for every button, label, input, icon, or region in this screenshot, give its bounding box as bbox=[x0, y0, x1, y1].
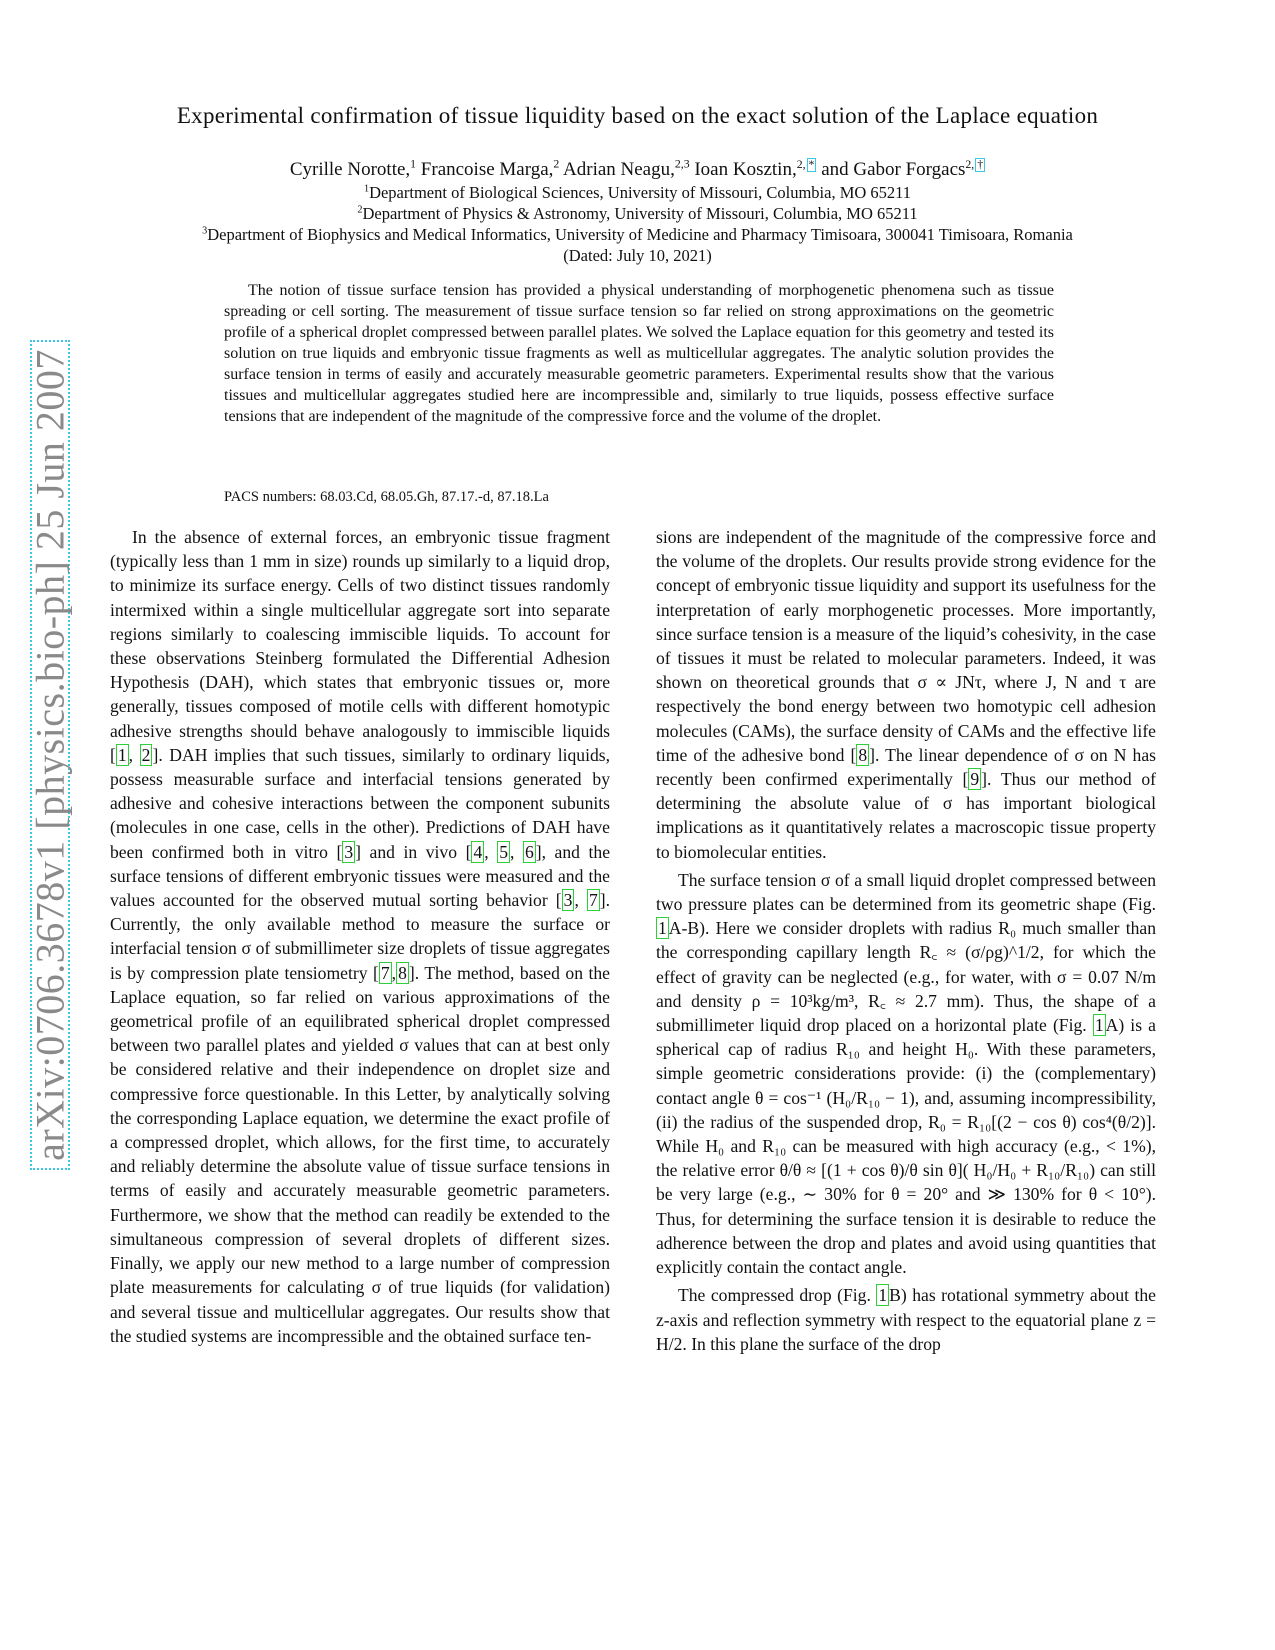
left-column bbox=[110, 525, 610, 1348]
author: Cyrille Norotte,$^1$ bbox=[289, 158, 417, 181]
paragraph: The surface tension σ of a small liquid droplet compressed between two pressure plates can be determined from its geometric shape (Fig. 1 A-B). Here we consider droplets with radius R₀ much smaller than the corresponding capillary length R꜀ ≈ (σ/ρg)^1/2, for which the effect of gravity can be neglected (e.g., for water, with σ = 0.07 N/m and density ρ = 10³kg/m³, R꜀ ≈ 2.7 mm). Thus, the shape of a submillimeter liquid drop placed on a horizontal plate (Fig. 1 A) is a spherical cap of radius R₁₀ and height H₀. With these parameters, simple geometric considerations provide: (i) the (complementary) contact angle θ = cos⁻¹ (H₀/R₁₀ − 1), and, assuming incompressibility, (ii) the radius of the suspended drop, R₀ = R₁₀[(2 − cos θ) cos⁴(θ/2)]. While H₀ and R₁₀ can be measured with high accuracy (e.g., < 1%), the relative error θ/θ ≈ [(1 + cos θ)/θ sin θ]( H₀/H₀ + R₁₀/R₁₀) can still be very large (e.g., ∼ 30% for θ = 20° and ≫ 130% for θ < 10°). Thus, for determining the surface tension it is desirable to reduce the adherence between the drop and plates and avoid using quantities that explicitly contain the contact angle. bbox=[656, 869, 1156, 1278]
paragraph: The compressed drop (Fig. 1 B) has rotational symmetry about the z-axis and reflection symmetry with respect to the equatorial plane z = H/2. In this plane the surface of the drop bbox=[656, 1285, 1156, 1354]
abstract: The notion of tissue surface tension has provided a physical understanding of morphogenetic phenomena such as tissue spreading or cell sorting. The measurement of tissue surface tension so far relied on strong approximations on the geometric profile of a spherical droplet compressed between parallel plates. We solved the Laplace equation for this geometry and tested its solution on true liquids and embryonic tissue fragments as well as multicellular aggregates. The analytic solution provides the surface tension in terms of easily and accurately measurable geometric parameters. Experimental results show that the various tissues and multicellular aggregates studied here are incompressible and, similarly to true liquids, possess effective surface tensions that are independent of the magnitude of the compressive force and the volume of the droplet. bbox=[224, 282, 1054, 425]
arxiv-identifier: arXiv:0706.3678v1 [physics.bio-ph] 25 Jun 2007 bbox=[27, 349, 73, 1161]
citation-link[interactable]: 5 bbox=[499, 841, 508, 862]
footnote-link[interactable]: † bbox=[977, 158, 984, 171]
citation-link[interactable]: 6 bbox=[524, 841, 534, 862]
citation-link[interactable]: 1 bbox=[117, 744, 127, 765]
citation-link[interactable]: 9 bbox=[970, 769, 980, 790]
citation-link[interactable]: 3 bbox=[563, 890, 573, 911]
figure-link[interactable]: 1 bbox=[878, 1285, 888, 1306]
author-list bbox=[0, 158, 1275, 181]
pacs-numbers: PACS numbers: 68.03.Cd, 68.05.Gh, 87.17.-d, 87.18.La bbox=[224, 489, 549, 505]
figure-link[interactable]: 1 bbox=[1094, 1015, 1104, 1036]
affiliation: $^1$Department of Biological Sciences, University of Missouri, Columbia, MO 65211 bbox=[363, 183, 912, 202]
citation-link[interactable]: 8 bbox=[398, 962, 407, 983]
arxiv-sidebar-stamp bbox=[27, 340, 73, 1170]
paragraph: sions are independent of the magnitude of the compressive force and the volume of the droplets. Our results provide strong evidence for the concept of embryonic tissue liquidity and support its usefulness for the interpretation of early morphogenetic processes. More importantly, since surface tension is a measure of the liquid’s cohesivity, in the case of tissues it must be related to molecular parameters. Indeed, it was shown on theoretical grounds that σ ∝ JNτ, where J, N and τ are respectively the bond energy between two homotypic cell adhesion molecules (CAMs), the surface density of CAMs and the effective life time of the adhesive bond [ 8 ]. The linear dependence of σ on N has recently been confirmed experimentally [ 9 ]. Thus our method of determining the absolute value of σ has important biological implications as it quantitatively relates a macroscopic tissue property to biomolecular entities. bbox=[656, 527, 1157, 862]
right-column bbox=[656, 525, 1156, 1356]
paper-title: Experimental confirmation of tissue liquidity based on the exact solution of the Laplace equation bbox=[176, 103, 1099, 128]
affiliation: $^3$Department of Biophysics and Medical Informatics, University of Medicine and Pharmacy Timisoara, 300041 Timisoara, Romania bbox=[202, 225, 1073, 244]
author: Adrian Neagu,$^{2,3}$ bbox=[563, 158, 690, 181]
author: and Gabor Forgacs$^{2, \dagger}$ bbox=[821, 158, 984, 181]
citation-link[interactable]: 7 bbox=[380, 962, 390, 983]
citation-link[interactable]: 4 bbox=[473, 841, 483, 862]
citation-link[interactable]: 3 bbox=[344, 841, 354, 862]
dated-line: (Dated: July 10, 2021) bbox=[563, 246, 712, 265]
paragraph: In the absence of external forces, an embryonic tissue fragment (typically less than 1 mm in size) rounds up similarly to a liquid drop, to minimize its surface energy. Cells of two distinct tissues randomly intermixed within a single multicellular aggregate sort into separate regions similarly to coalescing immiscible liquids. To account for these observations Steinberg formulated the Differential Adhesion Hypothesis (DAH), which states that embryonic tissues or, more generally, tissues composed of motile cells with different homotypic adhesive strengths should behave analogously to immiscible liquids [ 1 , 2 ]. DAH implies that such tissues, similarly to ordinary liquids, possess measurable surface and interfacial tensions generated by adhesive and cohesive interactions between the component subunits (molecules in one case, cells in the other). Predictions of DAH have been confirmed both in vitro [ 3 ] and in vivo [ 4 , 5 , 6 ], and the surface tensions of different embryonic tissues were measured and the values accounted for the observed mutual sorting behavior [ 3 , 7 ]. Currently, the only available method to measure the surface or interfacial tension σ of submillimeter size droplets of tissue aggregates is by compression plate tensiometry [ 7 , 8 ]. The method, based on the Laplace equation, so far relied on various approximations of the geometrical profile of an equilibrated spherical droplet compressed between two parallel plates and yielded σ values that can at best only be considered relative and their independence on droplet size and compressive force questionable. In this Letter, by analytically solving the corresponding Laplace equation, we determine the exact profile of a compressed droplet, which allows, for the first time, to accurately and reliably determine the absolute value of tissue surface tensions in terms of easily and accurately measurable geometric parameters. Furthermore, we show that the method can readily be extended to the simultaneous compression of several droplets of different sizes. Finally, we apply our new method to a large number of compression plate measurements for calculating σ of true liquids (for validation) and several tissue and multicellular aggregates. Our results show that the studied systems are incompressible and the obtained surface ten- bbox=[110, 527, 611, 1346]
citation-link[interactable]: 7 bbox=[588, 890, 598, 911]
affiliation: $^2$Department of Physics & Astronomy, University of Missouri, Columbia, MO 65211 bbox=[357, 204, 918, 223]
citation-link[interactable]: 8 bbox=[858, 744, 868, 765]
figure-link[interactable]: 1 bbox=[658, 918, 667, 939]
footnote-link[interactable]: * bbox=[808, 158, 815, 171]
author: Ioan Kosztin,$^{2, *}$ bbox=[694, 158, 815, 181]
author: Francoise Marga,$^2$ bbox=[420, 158, 560, 181]
citation-link[interactable]: 2 bbox=[141, 744, 151, 765]
